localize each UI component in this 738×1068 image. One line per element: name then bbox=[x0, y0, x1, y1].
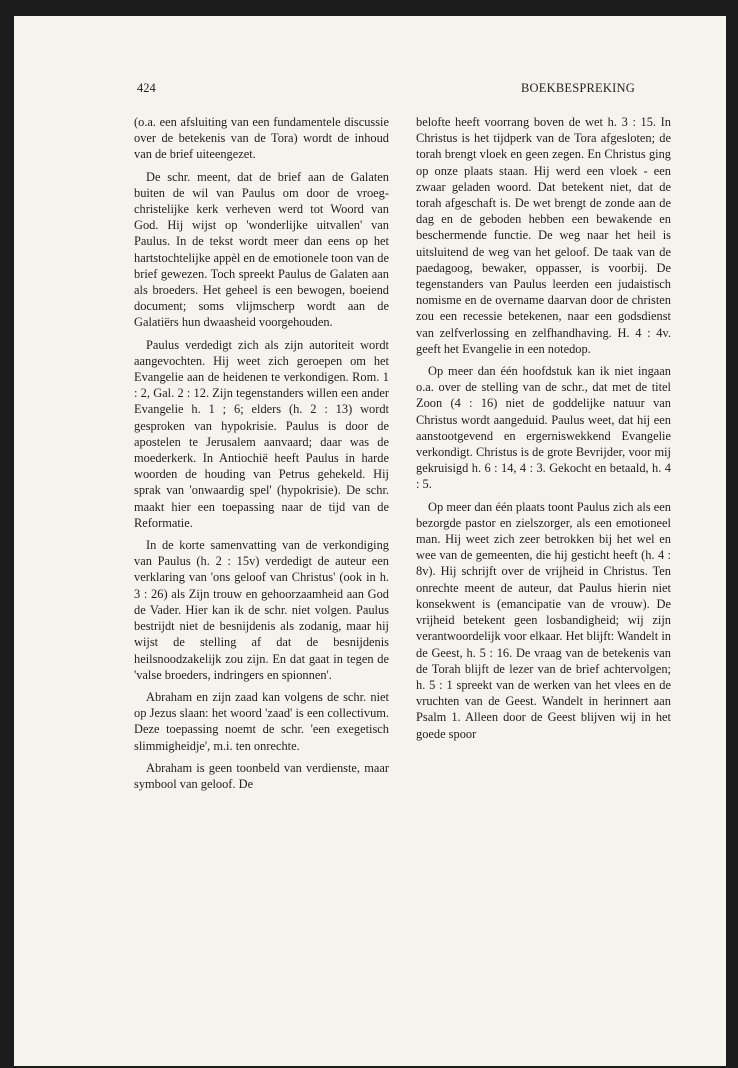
book-page bbox=[14, 16, 726, 1066]
paragraph: In de korte samenvatting van de verkondiging van Paulus (h. 2 : 15v) verdedigt de auteur een verklaring van 'ons geloof van Christus' (ook in h. 3 : 26) als Zijn trouw en gehoorzaamheid aan God de Vader. Hier kan ik de schr. niet volgen. Paulus bestrijdt niet de besnijdenis als zodanig, maar hij wijst de stelling af dat de besnijdenis heilsnoodzakelijk zou zijn. En dat gaat in tegen de 'valse broeders, indringers en spionnen'. bbox=[134, 538, 389, 682]
paragraph: Abraham is geen toonbeld van verdienste, maar symbool van geloof. De bbox=[134, 760, 389, 791]
right-column bbox=[416, 114, 671, 748]
paragraph: belofte heeft voorrang boven de wet h. 3 : 15. In Christus is het tijdperk van de Tora afgesloten; de torah brengt vloek en geen zegen. En Christus ging op onze plaats staan. Hij werd een vloek - een zwaar geladen woord. Dat betekent niet, dat de torah afgeschaft is. De wet brengt de zonde aan de dag en de geboden hebben een bewakende en beschermende functie. De weg naar het heil is uitsluitend de weg van het geloof. De taak van de paedagoog, bewaker, oppasser, is voorbij. De tegenstanders van Paulus leerden een judaistisch nomisme en de overname daarvan door de christen zou een recessie betekenen, naar een godsdienst van zelfverlossing en zelfhandhaving. H. 4 : 4v. geeft het Evangelie in een notedop. bbox=[416, 115, 671, 356]
left-column bbox=[134, 114, 389, 798]
paragraph: Abraham en zijn zaad kan volgens de schr. niet op Jezus slaan: het woord 'zaad' is een collectivum. Deze toepassing noemt de schr. 'een exegetisch slimmigheidje', m.i. ten onrechte. bbox=[134, 689, 389, 753]
section-title: BOEKBESPREKING bbox=[521, 81, 635, 95]
paragraph: Op meer dan één hoofdstuk kan ik niet ingaan o.a. over de stelling van de schr., dat met de titel Zoon (4 : 16) niet de goddelijke natuur van Christus wordt aangeduid. Paulus weet, dat hij een aanstootgevend en ergerniswekkend Evangelie verkondigt. Christus is de grote Bevrijder, voor mij gekruisigd h. 6 : 14, 4 : 3. Gekocht en betaald, h. 4 : 5. bbox=[416, 364, 671, 492]
paragraph: Paulus verdedigt zich als zijn autoriteit wordt aangevochten. Hij weet zich geroepen om het Evangelie aan de heidenen te verkondigen. Rom. 1 : 2, Gal. 2 : 12. Zijn tegenstanders willen een ander Evangelie h. 1 ; 6; elders (h. 2 : 13) wordt gesproken van hypokrisie. Paulus is door de apostelen te Jerusalem aanvaard; daar was de moederkerk. In Antiochië heeft Paulus in harde woorden de houding van Petrus gehekeld. Hij sprak van 'onwaardig spel' (hypokrisie). De schr. maakt hier een toepassing naar de tijd van de Reformatie. bbox=[134, 337, 389, 530]
paragraph: (o.a. een afsluiting van een fundamentele discussie over de betekenis van de Tora) wordt de inhoud van de brief uiteengezet. bbox=[134, 115, 389, 162]
page-number: 424 bbox=[137, 81, 156, 95]
paragraph: Op meer dan één plaats toont Paulus zich als een bezorgde pastor en zielszorger, als een emotioneel man. Hij weet zich zeer betrokken bij het wel en wee van de gemeenten, die hij gesticht heeft (h. 4 : 8v). Hij schrijft over de vrijheid in Christus. Ten onrechte meent de auteur, dat Paulus hierin niet konsekwent is (emancipatie van de vrouw). De vrijheid betekent geen losbandigheid; wij zijn verantwoordelijk voor elkaar. Het blijft: Wandelt in de Geest, h. 5 : 16. De vraag van de betekenis van de Torah blijft de lezer van de brief achtervolgen; h. 5 : 1 spreekt van de werken van het vlees en de vruchten van de Geest. Wandelt in herinnert aan Psalm 1. Alleen door de Geest blijven wij in het goede spoor bbox=[416, 499, 671, 741]
paragraph: De schr. meent, dat de brief aan de Galaten buiten de wil van Paulus om door de vroeg-christelijke kerk verheven werd tot Woord van God. Hij wijst op 'wonderlijke uitvallen' van Paulus. In de tekst wordt meer dan eens op het hartstochtelijke appèl en de emotionele toon van de brief gewezen. Toch spreekt Paulus de Galaten aan als broeders. Het geheel is een bewogen, boeiend document; soms vlijmscherp wordt aan de Galatiërs hun dwaasheid voorgehouden. bbox=[134, 169, 389, 330]
